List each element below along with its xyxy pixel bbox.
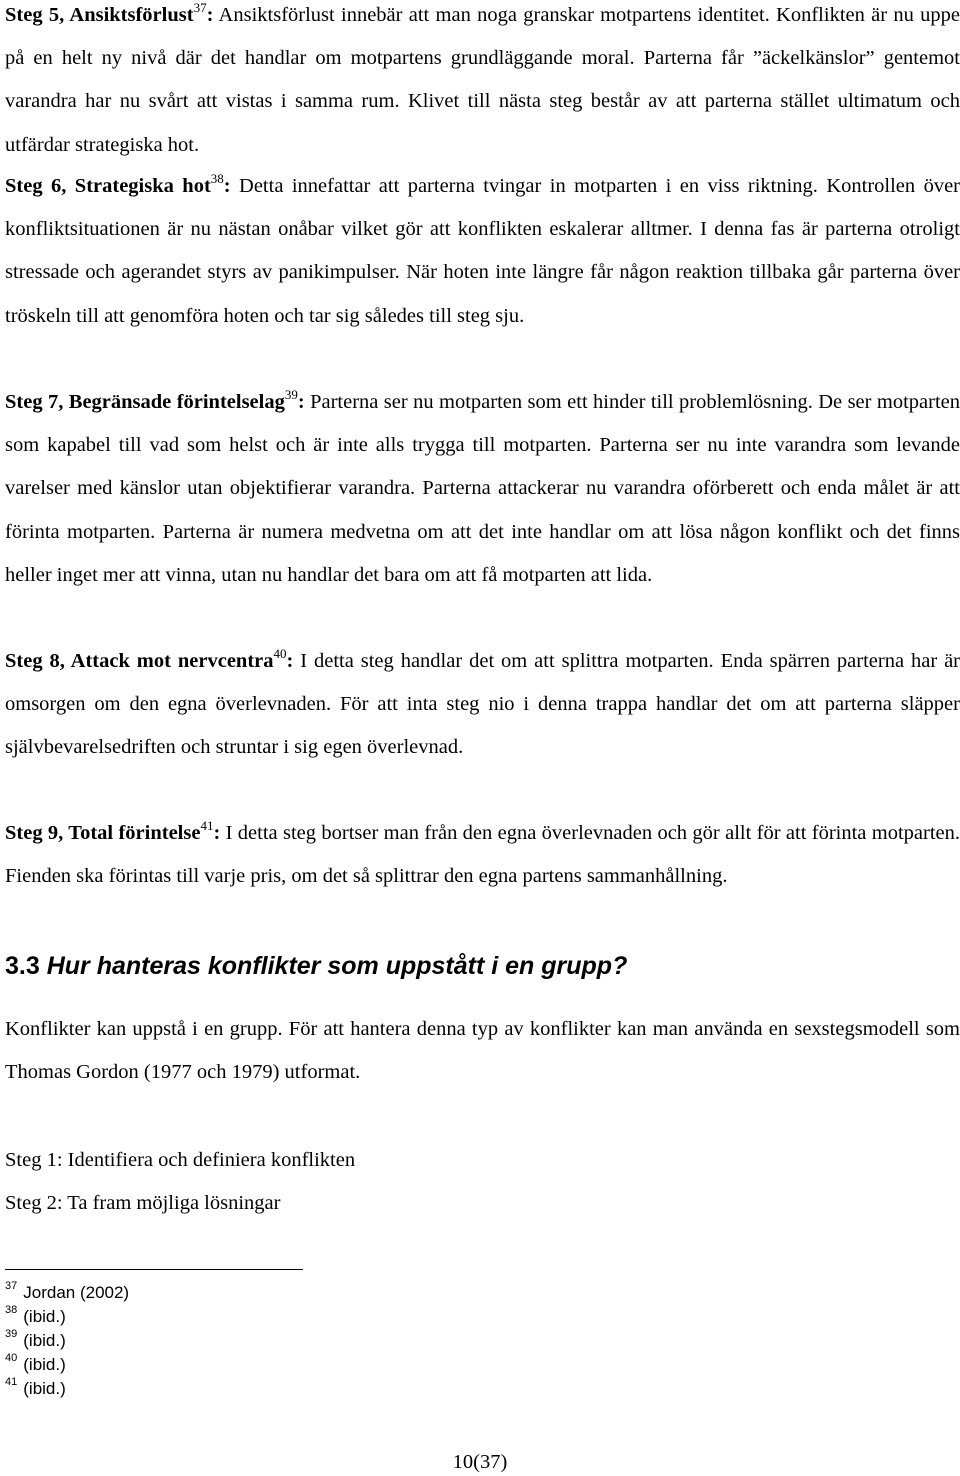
footnote-ref[interactable]: 40 xyxy=(273,646,287,661)
footnote-text: (ibid.) xyxy=(23,1355,66,1374)
footnote xyxy=(5,1306,66,1328)
paragraph-steg-9 xyxy=(5,812,960,898)
section-heading xyxy=(5,951,627,981)
footnote-number: 38 xyxy=(5,1304,18,1316)
step-label: Steg 9, Total förintelse xyxy=(5,822,201,844)
label-colon: : xyxy=(286,650,294,672)
label-colon: : xyxy=(297,391,305,413)
label-colon: : xyxy=(223,175,231,197)
page-number: 10(37) xyxy=(452,1451,508,1473)
footnote-number: 40 xyxy=(5,1352,18,1364)
footnote-ref[interactable]: 39 xyxy=(284,387,298,402)
paragraph-steg-5 xyxy=(5,0,960,167)
footnote-number: 41 xyxy=(5,1376,18,1388)
paragraph-steg-7 xyxy=(5,381,960,597)
footnote-text: Jordan (2002) xyxy=(23,1283,130,1302)
step-label: Steg 8, Attack mot nervcentra xyxy=(5,650,274,672)
step-item: Steg 1: Identifiera och definiera konflikten xyxy=(5,1149,356,1171)
paragraph-text: Ansiktsförlust innebär att man noga granskar motpartens identitet. Konflikten är nu uppe på en helt ny nivå där det handlar om motpartens grundläggande moral. Parterna får ”äckelkänslor” gentemot varandra har nu svårt att vistas i samma rum. Klivet till nästa steg består av att parterna stället ultimatum och utfärdar strategiska hot. xyxy=(5,4,960,156)
footnote-number: 39 xyxy=(5,1328,18,1340)
section-title: Hur hanteras konflikter som uppstått i en grupp? xyxy=(46,952,628,980)
footnote-text: (ibid.) xyxy=(23,1379,66,1398)
footnote-ref[interactable]: 41 xyxy=(200,818,214,833)
paragraph-steg-8 xyxy=(5,640,960,770)
paragraph-steg-6 xyxy=(5,165,960,338)
footnote xyxy=(5,1282,129,1304)
step-label: Steg 7, Begränsade förintelselag xyxy=(5,391,285,413)
section-intro: Konflikter kan uppstå i en grupp. För att hantera denna typ av konflikter kan man använda en sexstegsmodell som Thomas Gordon (1977 och 1979) utformat. xyxy=(5,1018,960,1084)
footnote xyxy=(5,1354,66,1376)
label-colon: : xyxy=(206,4,214,26)
paragraph-text: Parterna ser nu motparten som ett hinder till problemlösning. De ser motparten som kapabel till vad som helst och är inte alls trygga till motparten. Parterna ser nu inte varandra som levande varelser med känslor utan objektifierar varandra. Parterna attackerar nu varandra oförberett och enda målet är att förinta motparten. Parterna är numera medvetna om att det inte handlar om att lösa någon konflikt och det finns heller inget mer att vinna, utan nu handlar det bara om att få motparten att lida. xyxy=(5,391,960,586)
paragraph-text: I detta steg bortser man från den egna överlevnaden och gör allt för att förinta motparten. Fienden ska förintas till varje pris, om det så splittrar den egna partens sammanhållning. xyxy=(5,822,960,888)
footnote-ref[interactable]: 38 xyxy=(210,171,224,186)
paragraph-text: I detta steg handlar det om att splittra motparten. Enda spärren parterna har är omsorgen om den egna överlevnaden. För att inta steg nio i denna trappa handlar det om att parterna släpper självbevarelsedriften och struntar i sig egen överlevnad. xyxy=(5,650,960,759)
footnote xyxy=(5,1378,66,1400)
footnote-text: (ibid.) xyxy=(23,1307,66,1326)
step-item: Steg 2: Ta fram möjliga lösningar xyxy=(5,1192,281,1214)
paragraph-text: Detta innefattar att parterna tvingar in motparten i en viss riktning. Kontrollen över konfliktsituationen är nu nästan onåbar vilket gör att konflikten eskalerar alltmer. I denna fas är parterna otroligt stressade och agerandet styrs av panikimpulser. När hoten inte längre får någon reaktion tillbaka går parterna över tröskeln till att genomföra hoten och tar sig således till steg sju. xyxy=(5,175,960,327)
label-colon: : xyxy=(213,822,221,844)
section-number: 3.3 xyxy=(5,952,40,980)
step-label: Steg 5, Ansiktsförlust xyxy=(5,4,194,26)
step-label: Steg 6, Strategiska hot xyxy=(5,175,211,197)
footnote-text: (ibid.) xyxy=(23,1331,66,1350)
footnote xyxy=(5,1330,66,1352)
footnote-number: 37 xyxy=(5,1280,18,1292)
footnote-separator xyxy=(5,1269,303,1270)
footnote-ref[interactable]: 37 xyxy=(193,0,207,15)
